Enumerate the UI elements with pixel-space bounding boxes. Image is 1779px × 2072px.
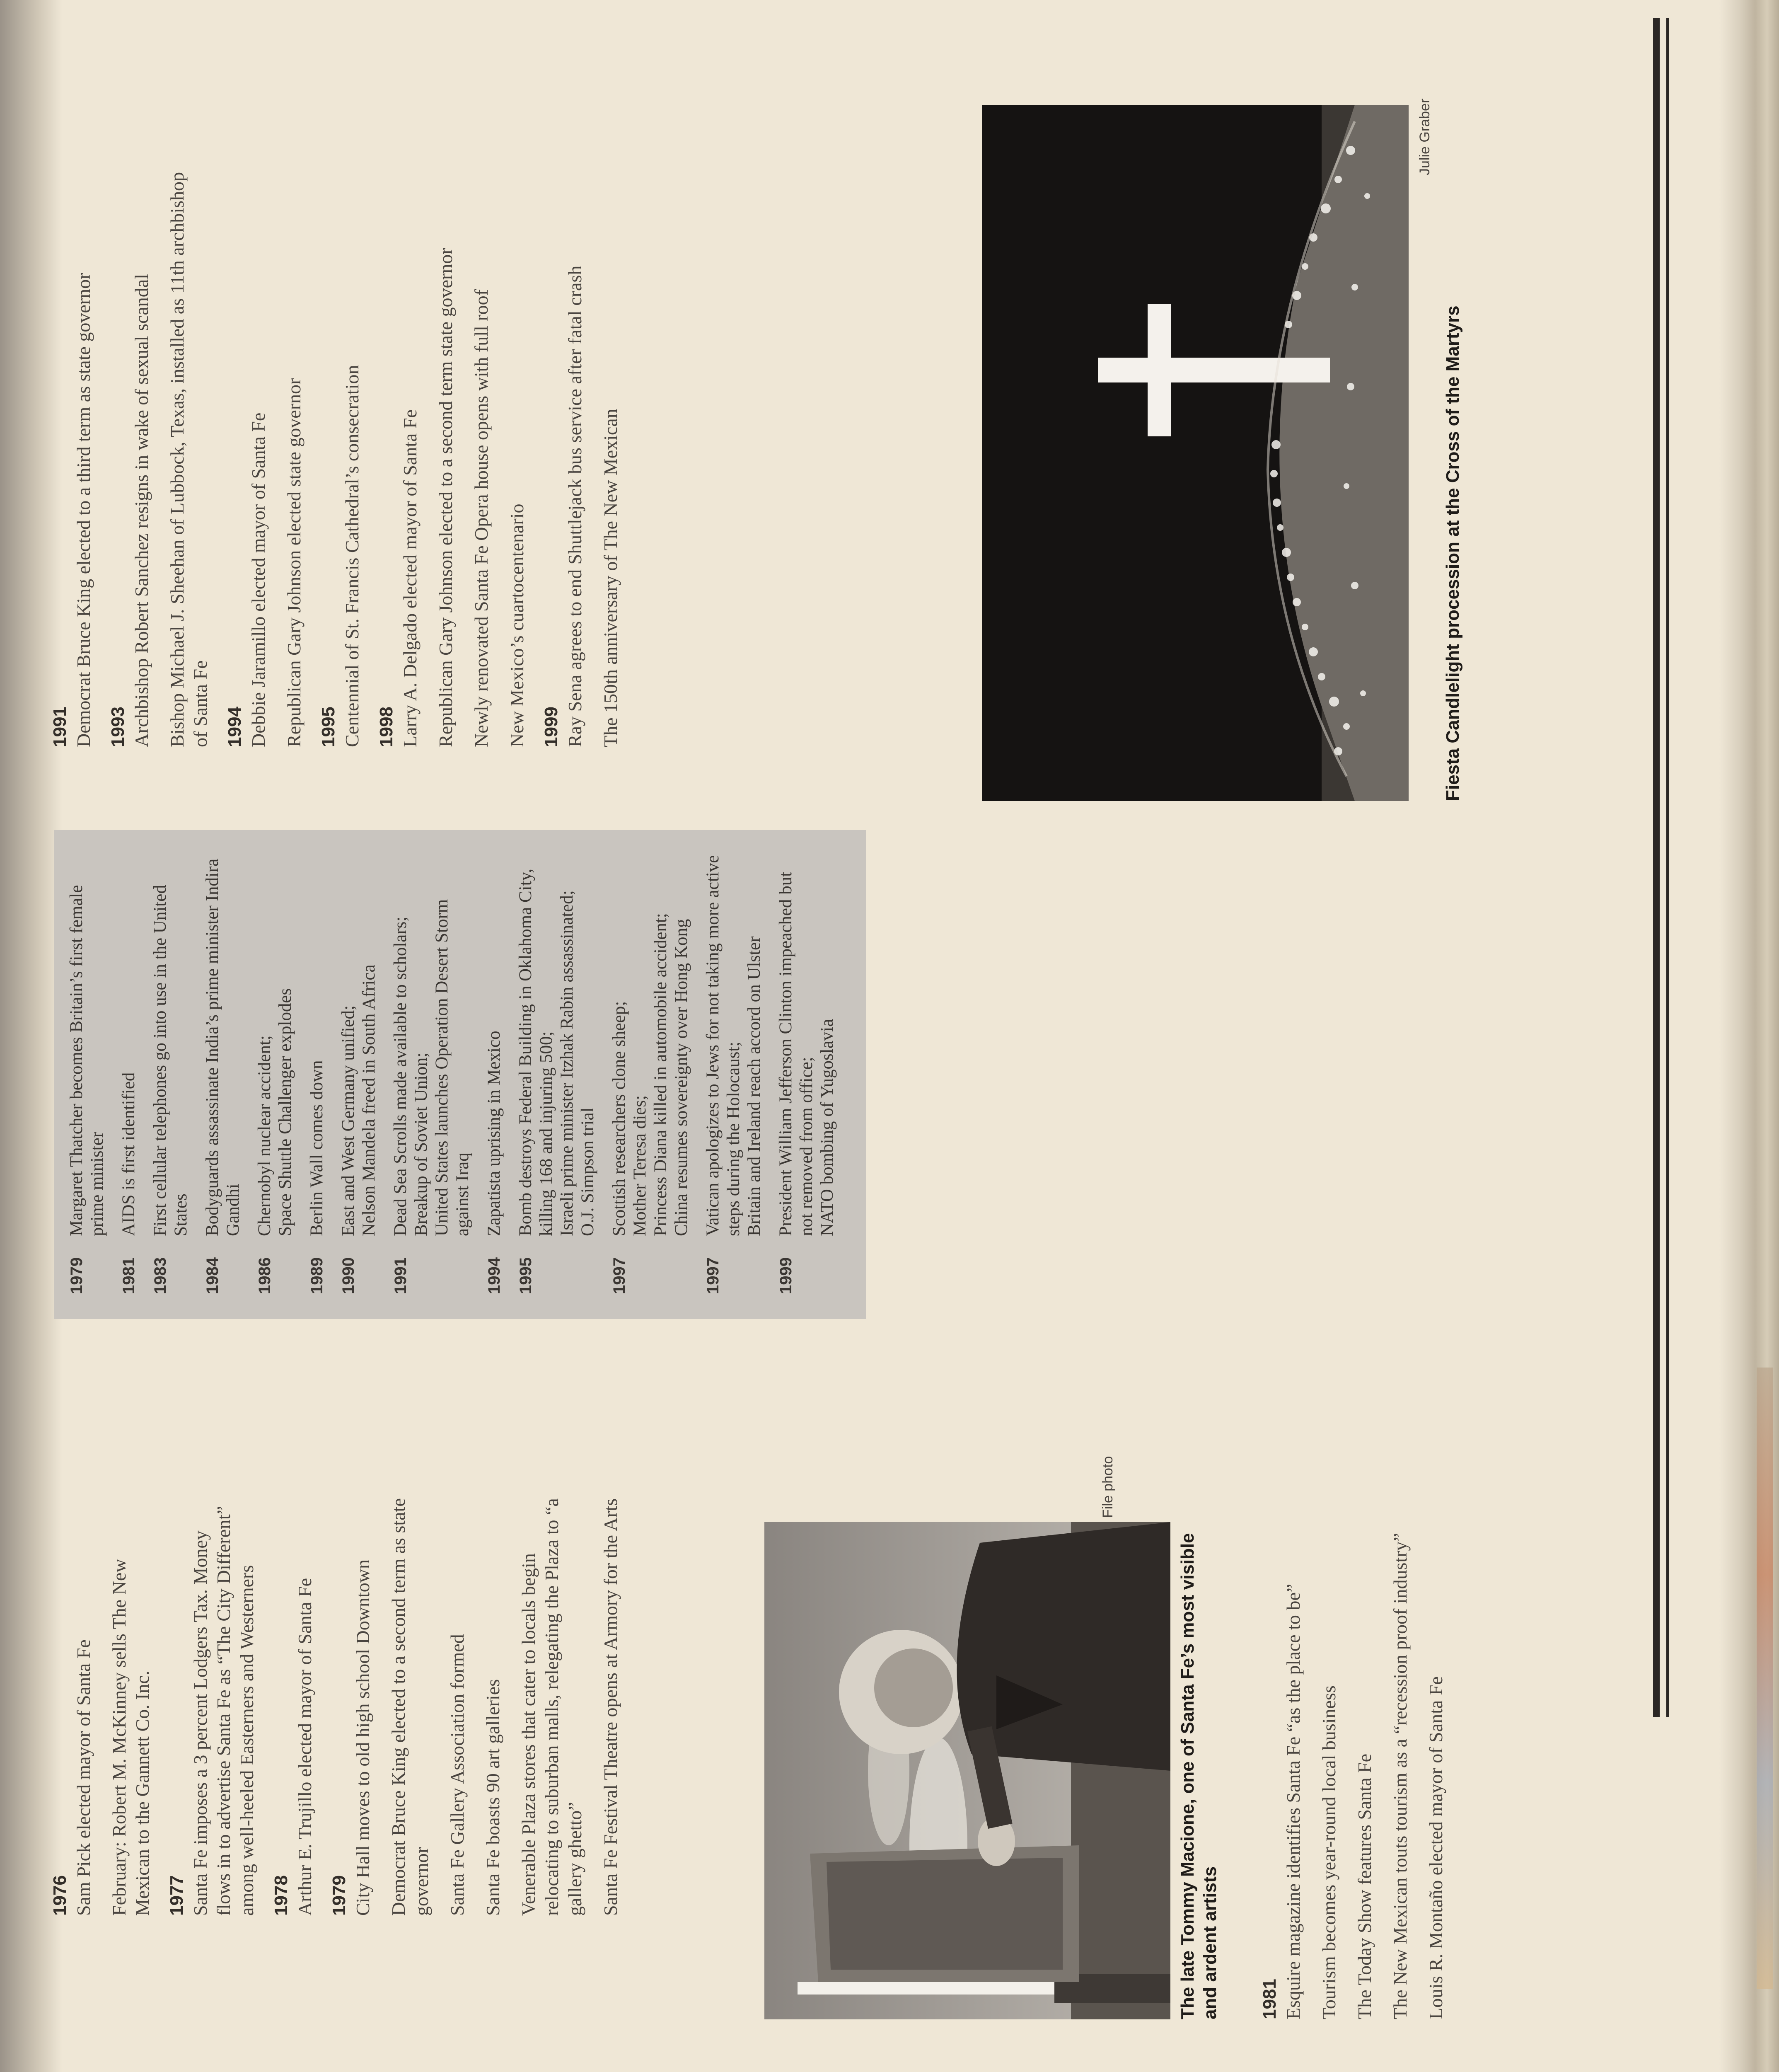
world-event-row xyxy=(202,847,244,1294)
world-event-text xyxy=(307,1060,327,1236)
timeline-year: 1978 xyxy=(271,1875,291,1916)
world-event-line: Space Shuttle Challenger explodes xyxy=(276,988,295,1236)
world-event-line: Britain and Ireland reach accord on Ulster xyxy=(744,936,764,1236)
photo2-credit: Julie Graber xyxy=(1417,98,1433,175)
world-event-row xyxy=(703,847,765,1294)
world-event-line: Dead Sea Scrolls made available to scholars; xyxy=(391,916,410,1236)
world-event-line: Israeli prime minister Itzhak Rabin assassinated; xyxy=(557,890,577,1236)
timeline-event: Venerable Plaza stores that cater to locals begin relocating to suburban malls, relegating the Plaza to “a gallery ghetto” xyxy=(518,1498,585,1916)
world-event-line: United States launches Operation Desert Storm against Iraq xyxy=(432,899,472,1236)
timeline-event: Tourism becomes year-round local business xyxy=(1318,1685,1339,2019)
world-event-line: NATO bombing of Yugoslavia xyxy=(817,1019,837,1236)
timeline-event: The Today Show features Santa Fe xyxy=(1354,1753,1375,2019)
world-event-text xyxy=(66,847,108,1236)
world-event-row xyxy=(515,847,598,1294)
world-event-year: 1989 xyxy=(308,1257,326,1294)
timeline-event: Sam Pick elected mayor of Santa Fe xyxy=(73,1639,94,1916)
world-event-line: China resumes sovereignty over Hong Kong xyxy=(672,919,691,1236)
world-event-line: Berlin Wall comes down xyxy=(307,1060,326,1236)
photo-tommy-macione xyxy=(764,1522,1170,2019)
world-event-year: 1997 xyxy=(704,1257,722,1294)
world-event-year: 1986 xyxy=(256,1257,274,1294)
world-event-year: 1994 xyxy=(485,1257,503,1294)
world-event-row xyxy=(254,847,296,1294)
timeline-year: 1981 xyxy=(1259,1979,1280,2019)
world-event-year: 1999 xyxy=(777,1257,795,1294)
timeline-year: 1999 xyxy=(541,707,561,747)
timeline-column-santa-fe-1981 xyxy=(1259,1522,1460,2019)
world-event-text xyxy=(338,964,379,1236)
photo1-credit: File photo xyxy=(1100,1456,1116,1518)
timeline-event: Arthur E. Trujillo elected mayor of Santa Fe xyxy=(294,1578,315,1916)
timeline-event: Larry A. Delgado elected mayor of Santa Fe xyxy=(399,409,421,747)
timeline-event: Democrat Bruce King elected to a second term as state governor xyxy=(388,1498,432,1916)
timeline-event: Archbishop Robert Sanchez resigns in wake of sexual scandal xyxy=(131,274,152,747)
world-event-year: 1981 xyxy=(120,1257,138,1294)
world-event-line: AIDS is first identified xyxy=(119,1072,138,1236)
timeline-column-santa-fe-1976-1979 xyxy=(50,1489,635,1916)
world-event-year: 1991 xyxy=(392,1257,410,1294)
world-event-line: East and West Germany unified; xyxy=(338,1005,358,1236)
divider-rule-thin xyxy=(1666,18,1669,1717)
photo1-caption: The late Tommy Macione, one of Santa Fe’s most visible and ardent artists xyxy=(1177,1533,1220,2019)
world-event-text xyxy=(484,1031,505,1236)
timeline-event: City Hall moves to old high school Downtown xyxy=(352,1559,373,1916)
world-event-line: Mother Teresa dies; xyxy=(630,1095,650,1236)
world-event-line: Bomb destroys Federal Building in Oklahoma City, killing 168 and injuring 500; xyxy=(516,868,556,1236)
world-event-year: 1983 xyxy=(151,1257,169,1294)
photo-fiesta-candlelight xyxy=(982,105,1409,801)
world-event-year: 1997 xyxy=(610,1257,628,1294)
world-event-text xyxy=(118,1072,139,1236)
timeline-year: 1977 xyxy=(167,1875,187,1916)
world-event-line: Breakup of Soviet Union; xyxy=(411,1052,431,1236)
timeline-event: The 150th anniversary of The New Mexican xyxy=(600,409,621,747)
timeline-column-santa-fe-1991-1999 xyxy=(50,167,635,747)
timeline-event: Esquire magazine identifies Santa Fe “as the place to be” xyxy=(1283,1583,1304,2019)
world-event-row xyxy=(150,847,191,1294)
world-event-row xyxy=(484,847,505,1294)
timeline-year: 1979 xyxy=(329,1875,349,1916)
world-event-line: Princess Diana killed in automobile accident; xyxy=(651,913,670,1236)
world-event-text xyxy=(390,847,473,1236)
timeline-event: Centennial of St. Francis Cathedral’s consecration xyxy=(341,365,363,747)
world-event-text xyxy=(515,847,598,1236)
world-event-year: 1984 xyxy=(203,1257,222,1294)
photo2-caption: Fiesta Candlelight procession at the Cross of the Martyrs xyxy=(1443,305,1463,801)
world-event-year: 1990 xyxy=(339,1257,358,1294)
timeline-year: 1995 xyxy=(318,707,338,747)
divider-rule-thick xyxy=(1653,18,1660,1717)
timeline-event: February: Robert M. McKinney sells The New Mexican to the Gannett Co. Inc. xyxy=(109,1559,153,1916)
timeline-year: 1976 xyxy=(50,1875,70,1916)
timeline-event: Newly renovated Santa Fe Opera house opens with full roof xyxy=(471,289,492,747)
world-event-line: Margaret Thatcher becomes Britain’s first female prime minister xyxy=(67,885,107,1236)
timeline-year: 1994 xyxy=(225,707,245,747)
world-event-line: First cellular telephones go into use in the United States xyxy=(150,885,191,1236)
timeline-event: Santa Fe Gallery Association formed xyxy=(447,1634,468,1916)
world-events-timeline xyxy=(66,847,848,1294)
world-event-row xyxy=(307,847,327,1294)
timeline-event: Debbie Jaramillo elected mayor of Santa Fe xyxy=(248,412,269,747)
world-event-line: Vatican apologizes to Jews for not taking more active steps during the Holocaust; xyxy=(703,855,743,1236)
world-event-text xyxy=(776,847,838,1236)
world-event-row xyxy=(66,847,108,1294)
world-event-text xyxy=(150,847,191,1236)
world-event-row xyxy=(390,847,473,1294)
timeline-event: New Mexico’s cuartocentenario xyxy=(506,503,527,747)
timeline-event: The New Mexican touts tourism as a “recession proof industry” xyxy=(1390,1533,1411,2019)
timeline-year: 1991 xyxy=(50,707,70,747)
timeline-event: Louis R. Montaño elected mayor of Santa Fe xyxy=(1425,1676,1446,2019)
world-event-text xyxy=(202,847,244,1236)
photo-artist-painting-image xyxy=(764,1522,1170,2019)
timeline-event: Republican Gary Johnson elected state governor xyxy=(283,378,305,747)
world-event-year: 1979 xyxy=(68,1257,86,1294)
world-event-text xyxy=(609,913,692,1236)
world-event-line: Chernobyl nuclear accident; xyxy=(255,1035,274,1236)
world-event-line: Nelson Mandela freed in South Africa xyxy=(359,964,379,1236)
world-event-line: President William Jefferson Clinton impeached but not removed from office; xyxy=(776,871,816,1236)
world-event-line: O.J. Simpson trial xyxy=(578,1107,597,1236)
world-event-line: Bodyguards assassinate India’s prime minister Indira Gandhi xyxy=(203,858,243,1236)
timeline-event: Republican Gary Johnson elected to a second term state governor xyxy=(435,248,456,747)
world-event-row xyxy=(776,847,838,1294)
world-event-text xyxy=(703,847,765,1236)
world-event-row xyxy=(338,847,379,1294)
photo-candlelight-procession-image xyxy=(982,105,1409,801)
timeline-event: Santa Fe Festival Theatre opens at Armory for the Arts xyxy=(600,1498,621,1916)
world-event-row xyxy=(118,847,139,1294)
world-event-text xyxy=(254,988,296,1236)
timeline-event: Santa Fe boasts 90 art galleries xyxy=(482,1679,503,1916)
timeline-event: Santa Fe imposes a 3 percent Lodgers Tax. Money flows in to advertise Santa Fe as “The City Different” among well-heeled Easterners and Westerners xyxy=(190,1506,257,1916)
timeline-event: Bishop Michael J. Sheehan of Lubbock, Texas, installed as 11th archbishop of Santa Fe xyxy=(167,172,211,747)
timeline-event: Ray Sena agrees to end Shuttlejack bus service after fatal crash xyxy=(564,265,585,747)
timeline-year: 1998 xyxy=(376,707,396,747)
world-event-year: 1995 xyxy=(517,1257,535,1294)
world-event-line: Scottish researchers clone sheep; xyxy=(609,1001,629,1236)
world-event-line: Zapatista uprising in Mexico xyxy=(484,1031,504,1236)
timeline-year: 1993 xyxy=(108,707,128,747)
world-event-row xyxy=(609,847,692,1294)
timeline-event: Democrat Bruce King elected to a third term as state governor xyxy=(73,273,94,747)
